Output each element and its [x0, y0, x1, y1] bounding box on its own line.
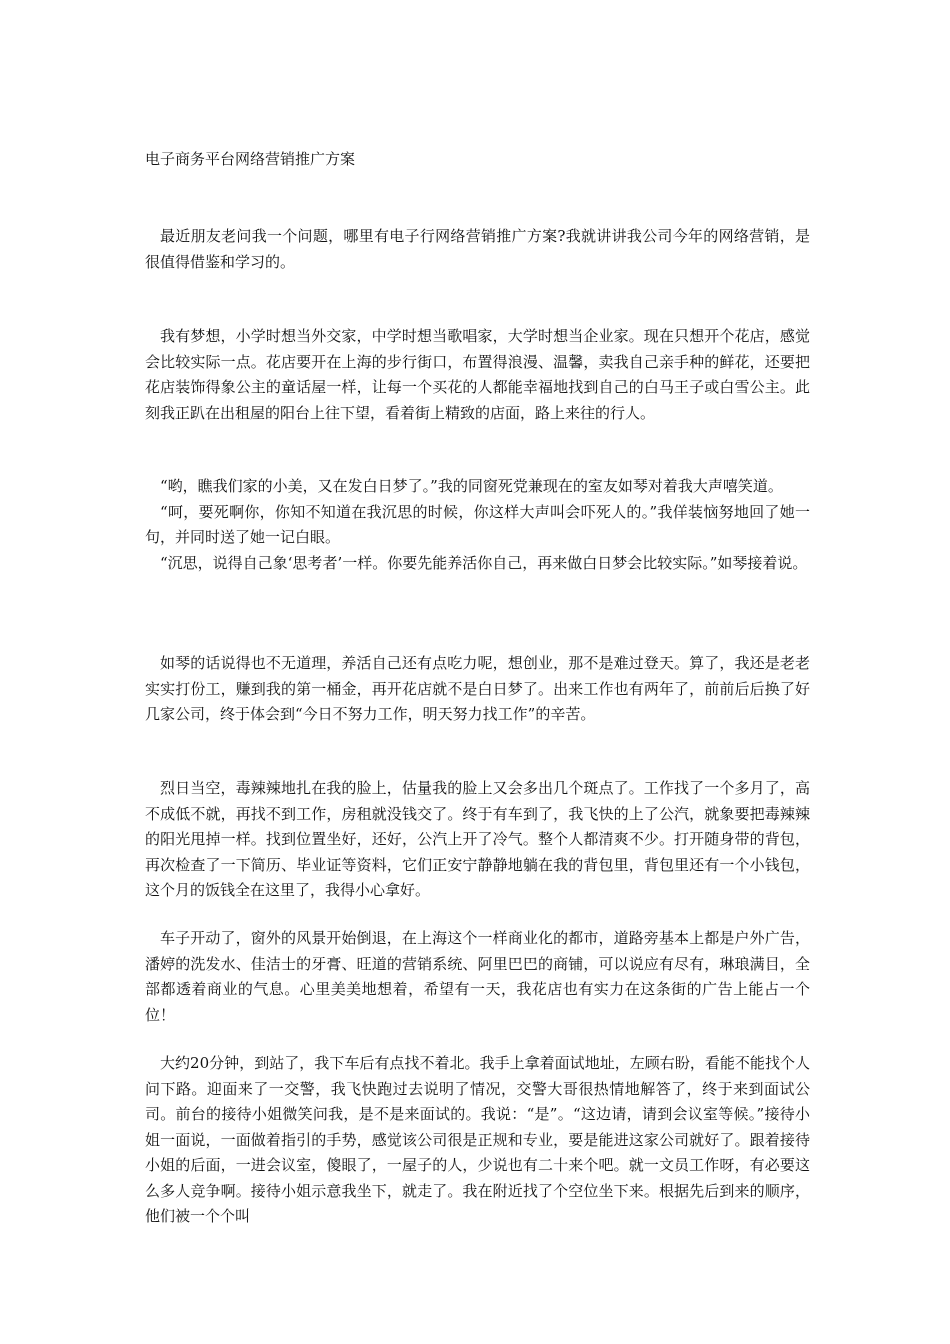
dream-paragraph-block — [145, 324, 810, 426]
paragraph: 烈日当空，毒辣辣地扎在我的脸上，估量我的脸上又会多出几个斑点了。工作找了一个多月了，高不成低不就，再找不到工作，房租就没钱交了。终于有车到了，我飞快的上了公汽，就象要把毒辣辣的阳光甩掉一样。找到位置坐好，还好，公汽上开了冷气。整个人都清爽不少。打开随身带的背包，再次检查了一下简历、毕业证等资料，它们正安宁静静地躺在我的背包里，背包里还有一个小钱包，这个月的饭钱全在这里了，我得小心拿好。 — [145, 779, 810, 899]
paragraph: 最近朋友老问我一个问题，哪里有电子行网络营销推广方案?我就讲讲我公司今年的网络营销，是很值得借鉴和学习的。 — [145, 227, 810, 271]
paragraph: “沉思，说得自己象‘思考者’一样。你要先能养活你自己，再来做白日梦会比较实际。”如琴接着说。 — [160, 553, 808, 572]
work-paragraph-block — [145, 651, 810, 728]
paragraph: 我有梦想，小学时想当外交家，中学时想当歌唱家，大学时想当企业家。现在只想开个花店，感觉会比较实际一点。花店要开在上海的步行街口，布置得浪漫、温馨，卖我自己亲手种的鲜花，还要把花店装饰得象公主的童话屋一样，让每一个买花的人都能幸福地找到自己的白马王子或白雪公主。此刻我正趴在出租屋的阳台上往下望，看着街上精致的店面，路上来往的行人。 — [145, 327, 810, 422]
intro-paragraph-block — [145, 224, 810, 275]
dialogue-paragraph-block — [145, 474, 810, 576]
street-paragraph-block — [145, 926, 810, 1028]
paragraph: “哟，瞧我们家的小美，又在发白日梦了。”我的同窗死党兼现在的室友如琴对着我大声嘻笑道。 — [160, 477, 783, 495]
paragraph: 大约20分钟，到站了，我下车后有点找不着北。我手上拿着面试地址，左顾右盼，看能不能找个人问下路。迎面来了一交警，我飞快跑过去说明了情况，交警大哥很热情地解答了，终于来到面试公司。前台的接待小姐微笑问我，是不是来面试的。我说：“是”。“这边请，请到会议室等候。”接待小姐一面说，一面做着指引的手势，感觉该公司很是正规和专业，要是能进这家公司就好了。跟着接待小姐的后面，一进会议室，傻眼了，一屋子的人，少说也有二十来个吧。就一文员工作呀，有必要这么多人竞争啊。接待小姐示意我坐下，就走了。我在附近找了个空位坐下来。根据先后到来的顺序，他们被一个个叫 — [145, 1054, 810, 1225]
paragraph: 如琴的话说得也不无道理，养活自己还有点吃力呢，想创业，那不是难过登天。算了，我还是老老实实打份工，赚到我的第一桶金，再开花店就不是白日梦了。出来工作也有两年了，前前后后换了好几家公司，终于体会到“今日不努力工作，明天努力找工作”的辛苦。 — [145, 654, 810, 723]
bus-paragraph-block — [145, 776, 810, 904]
interview-paragraph-block — [145, 1051, 810, 1230]
paragraph: 车子开动了，窗外的风景开始倒退，在上海这个一样商业化的都市，道路旁基本上都是户外广告，潘婷的洗发水、佳洁士的牙膏、旺道的营销系统、阿里巴巴的商铺，可以说应有尽有，琳琅满目，全部都透着商业的气息。心里美美地想着，希望有一天，我花店也有实力在这条街的广告上能占一个位！ — [145, 929, 810, 1024]
document-title: 电子商务平台网络营销推广方案 — [145, 150, 356, 168]
paragraph: “呵，要死啊你，你知不知道在我沉思的时候，你这样大声叫会吓死人的。”我佯装恼努地回了她一句，并同时送了她一记白眼。 — [145, 502, 810, 546]
